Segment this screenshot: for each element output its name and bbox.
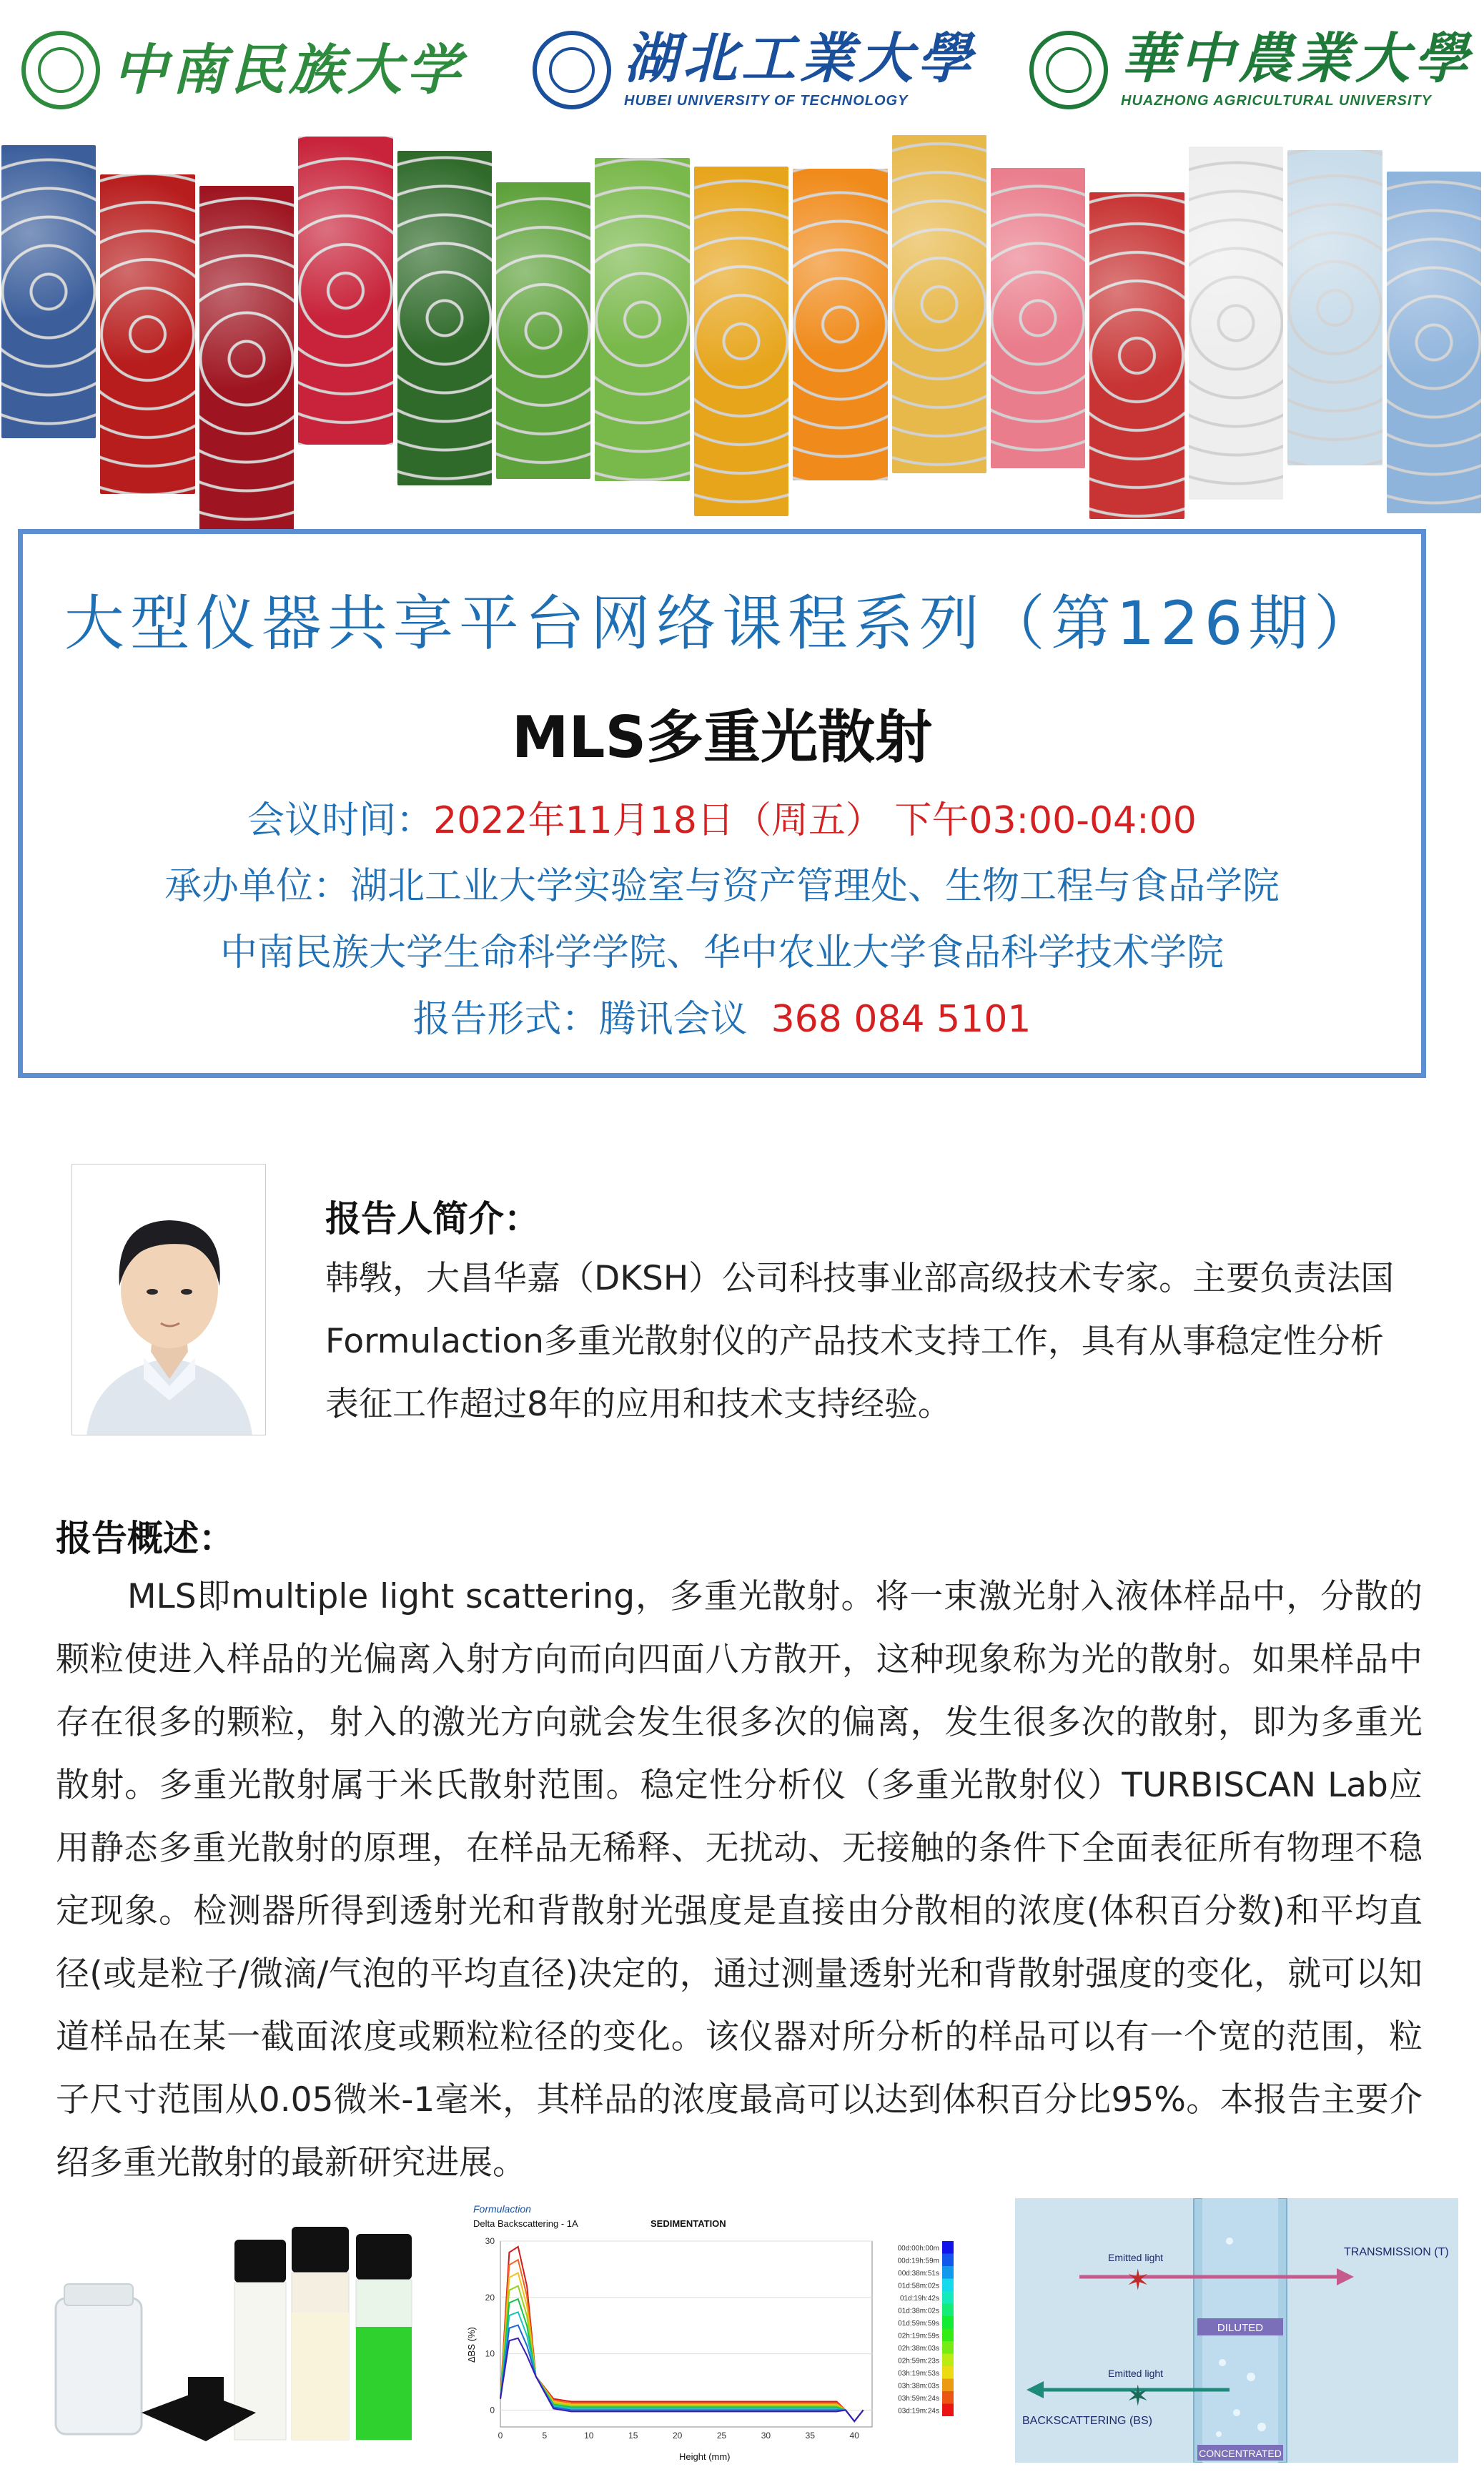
banner-strip [100, 174, 194, 494]
org-label: 承办单位： [164, 865, 350, 908]
format-label: 报告形式： [412, 998, 599, 1041]
concentrated-label: CONCENTRATED [1199, 2448, 1282, 2459]
format-value: 腾讯会议 [598, 998, 748, 1041]
banner-strip [1089, 192, 1184, 519]
banner-strip [1, 145, 96, 438]
legend-swatch [942, 2379, 954, 2392]
chart-ylabel: ΔBS (%) [466, 2327, 477, 2363]
chart-x-tick-label: 10 [584, 2431, 594, 2441]
legend-label: 01d:19h:42s [899, 2295, 939, 2303]
legend-label: 00d:19h:59m [897, 2257, 939, 2265]
diluted-label: DILUTED [1217, 2322, 1264, 2334]
scattering-diagram-svg [1015, 2198, 1458, 2463]
chart-x-tick-label: 40 [849, 2431, 859, 2441]
chart-y-tick-label: 30 [485, 2236, 495, 2246]
chart-brand: Formulaction [473, 2203, 531, 2215]
transmission-label: TRANSMISSION (T) [1344, 2246, 1449, 2258]
title-box [18, 529, 1426, 1078]
banner-strip [595, 158, 689, 481]
logo-hbut [533, 27, 976, 113]
chart-x-tick-label: 15 [628, 2431, 638, 2441]
sample-vials-icon [20, 2198, 433, 2463]
banner-strip [1189, 147, 1283, 500]
chart-title: Delta Backscattering - 1A [473, 2218, 578, 2229]
scattering-diagram [1015, 2198, 1458, 2463]
meeting-format [23, 989, 1421, 1042]
emitter-star-icon: ✶ [1126, 2380, 1150, 2413]
legend-swatch [942, 2341, 954, 2354]
chart-y-tick-label: 0 [490, 2405, 495, 2416]
logo-english: HUAZHONG AGRICULTURAL UNIVERSITY [1121, 92, 1432, 109]
logo-name: 華中農業大學 [1121, 26, 1473, 90]
legend-label: 02h:59m:23s [898, 2357, 939, 2365]
legend-label: 03h:38m:03s [898, 2382, 939, 2391]
legend-label: 01d:58m:02s [898, 2282, 939, 2290]
chart-plot-area [485, 2236, 872, 2441]
banner-strip [793, 169, 887, 480]
logo-hzau [1029, 27, 1473, 113]
sample-vials-image [20, 2198, 433, 2463]
backscattering-chart [465, 2198, 965, 2463]
chart-y-tick-label: 20 [485, 2292, 495, 2303]
chart-x-tick-label: 20 [672, 2431, 683, 2441]
banner-strip [1387, 172, 1481, 513]
organizer-line-1 [23, 856, 1421, 909]
banner-strip [991, 168, 1085, 468]
backscattering-label: BACKSCATTERING (BS) [1022, 2415, 1152, 2427]
banner-strip [298, 137, 392, 445]
university-seal-icon [533, 31, 611, 109]
page-title: MLS多重光散射 [511, 704, 933, 771]
emitted-light-top: Emitted light [1108, 2252, 1164, 2263]
legend-swatch [942, 2354, 954, 2367]
chart-xlabel: Height (mm) [679, 2451, 731, 2462]
legend-label: 03d:19m:24s [898, 2407, 939, 2416]
legend-label: 03h:19m:53s [898, 2370, 939, 2378]
legend-swatch [942, 2404, 954, 2417]
org-value-1: 湖北工业大学实验室与资产管理处、生物工程与食品学院 [350, 865, 1280, 908]
university-seal-icon [1029, 31, 1108, 109]
speaker-bio: 韩斅，大昌华嘉（DKSH）公司科技事业部高级技术专家。主要负责法国Formulaction多重光散射仪的产品技术支持工作，具有从事稳定性分析表征工作超过8年的应用和技术支持经验。 [325, 1259, 1395, 1424]
organizer-line-2 [23, 922, 1421, 976]
banner-strip [1287, 150, 1382, 465]
chart-x-tick-label: 0 [498, 2431, 503, 2441]
banner-strip [199, 186, 294, 532]
banner-strip [892, 135, 986, 473]
abstract-heading: 报告概述： [56, 1518, 234, 1559]
legend-swatch [942, 2266, 954, 2279]
legend-swatch [942, 2329, 954, 2342]
banner-strip [496, 182, 590, 479]
logo-name: 中南民族大学 [113, 38, 465, 102]
chart-x-tick-label: 5 [542, 2431, 548, 2441]
logo-scuec [21, 27, 465, 113]
food-pills-banner [0, 139, 1484, 511]
org-value-2: 中南民族大学生命科学学院、华中农业大学食品科学技术学院 [219, 931, 1224, 974]
legend-label: 02h:19m:59s [898, 2332, 939, 2340]
banner-strip [397, 151, 492, 485]
university-seal-icon [21, 31, 100, 109]
series-title: 大型仪器共享平台网络课程系列（第126期） [64, 588, 1380, 658]
legend-swatch [942, 2291, 954, 2304]
abstract-body: MLS即multiple light scattering，多重光散射。将一束激光射入液体样品中，分散的颗粒使进入样品的光偏离入射方向而向四面八方散开，这种现象称为光的散射。如果样品中存在很多的颗粒，射入的激光方向就会发生很多次的偏离，发生很多次的散射，即为多重光散射。多重光散射属于米氏散射范围。稳定性分析仪（多重光散射仪）TURBISCAN Lab应用静态多重光散射的原理，在样品无稀释、无扰动、无接触的条件下全面表征所有物理不稳定现象。检测器所得到透射光和背散射光强度是直接由分散相的浓度(体积百分数)和平均直径(或是粒子/微滴/气泡的平均直径)决定的，通过测量透射光和背散射强度的变化，就可以知道样品在某一截面浓度或颗粒粒径的变化。该仪器对所分析的样品可以有一个宽的范围，粒子尺寸范围从0.05微米-1毫米，其样品的浓度最高可以达到体积百分比95%。本报告主要介绍多重光散射的最新研究进展。 [56, 1577, 1423, 2182]
chart-x-tick-label: 25 [716, 2431, 727, 2441]
time-label: 会议时间： [247, 799, 434, 842]
speaker-heading: 报告人简介： [325, 1198, 540, 1240]
chart-subtitle: SEDIMENTATION [651, 2218, 726, 2229]
legend-label: 02h:38m:03s [898, 2345, 939, 2353]
legend-swatch [942, 2279, 954, 2292]
emitted-light-bottom: Emitted light [1108, 2368, 1164, 2379]
legend-label: 03h:59m:24s [898, 2395, 939, 2403]
legend-swatch [942, 2366, 954, 2379]
speaker-photo [71, 1164, 266, 1435]
legend-label: 00d:00h:00m [897, 2245, 939, 2253]
legend-swatch [942, 2254, 954, 2267]
legend-label: 00d:38m:51s [898, 2270, 939, 2278]
logo-bar [0, 0, 1484, 139]
speaker-portrait-icon [72, 1165, 266, 1435]
banner-strip [694, 167, 788, 516]
legend-swatch [942, 2316, 954, 2329]
legend-swatch [942, 2304, 954, 2317]
logo-name: 湖北工業大學 [624, 26, 976, 90]
meeting-id: 368 084 5101 [771, 998, 1032, 1041]
logo-english: HUBEI UNIVERSITY OF TECHNOLOGY [624, 92, 909, 109]
legend-label: 01d:38m:02s [898, 2307, 939, 2315]
emitter-star-icon: ✶ [1126, 2264, 1150, 2297]
time-value: 2022年11月18日（周五） 下午03:00-04:00 [433, 799, 1197, 842]
legend-swatch [942, 2241, 954, 2254]
chart-x-tick-label: 35 [805, 2431, 816, 2441]
chart-svg [465, 2198, 965, 2463]
meeting-time [23, 790, 1421, 844]
legend-label: 01d:59m:59s [898, 2320, 939, 2328]
chart-y-tick-label: 10 [485, 2348, 495, 2359]
legend-swatch [942, 2391, 954, 2404]
chart-x-tick-label: 30 [761, 2431, 771, 2441]
